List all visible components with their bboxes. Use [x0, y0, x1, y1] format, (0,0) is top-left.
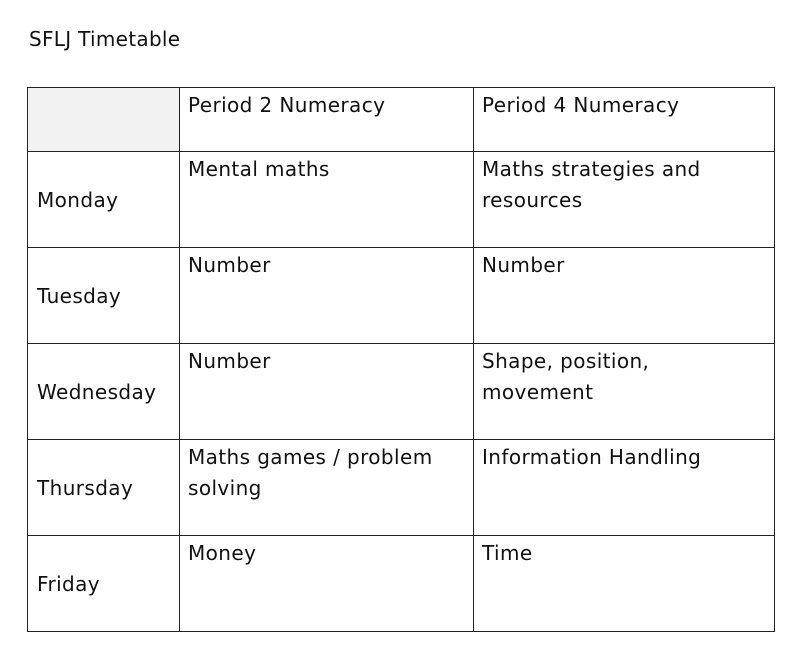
- day-label: Monday: [37, 188, 119, 212]
- day-cell: [28, 248, 180, 344]
- period-2-cell: [180, 152, 474, 248]
- period-2-activity: Number: [188, 253, 271, 277]
- period-4-cell: [474, 440, 775, 536]
- table-row: [28, 152, 775, 248]
- day-label: Wednesday: [37, 380, 157, 404]
- timetable: [27, 87, 775, 632]
- period-4-activity: Shape, position, movement: [482, 349, 650, 404]
- period-2-cell: [180, 440, 474, 536]
- header-period-4: [474, 88, 775, 152]
- header-period-2-label: Period 2 Numeracy: [188, 93, 386, 117]
- day-label: Thursday: [37, 476, 134, 500]
- header-period-2: [180, 88, 474, 152]
- period-4-cell: [474, 344, 775, 440]
- header-period-4-label: Period 4 Numeracy: [482, 93, 680, 117]
- period-2-cell: [180, 344, 474, 440]
- period-2-activity: Money: [188, 541, 257, 565]
- day-cell: [28, 152, 180, 248]
- period-2-cell: [180, 536, 474, 632]
- document-title: SFLJ Timetable: [29, 27, 181, 51]
- day-label: Tuesday: [37, 284, 122, 308]
- period-4-activity: Number: [482, 253, 565, 277]
- day-label: Friday: [37, 572, 101, 596]
- period-4-activity: Time: [482, 541, 533, 565]
- corner-cell: [28, 88, 180, 152]
- period-2-cell: [180, 248, 474, 344]
- period-4-cell: [474, 536, 775, 632]
- day-cell: [28, 536, 180, 632]
- day-cell: [28, 440, 180, 536]
- header-row: [28, 88, 775, 152]
- table-row: [28, 440, 775, 536]
- period-2-activity: Number: [188, 349, 271, 373]
- day-cell: [28, 344, 180, 440]
- period-2-activity: Maths games / problem solving: [188, 445, 433, 500]
- period-2-activity: Mental maths: [188, 157, 330, 181]
- period-4-activity: Maths strategies and resources: [482, 157, 701, 212]
- period-4-cell: [474, 248, 775, 344]
- table-row: [28, 536, 775, 632]
- period-4-cell: [474, 152, 775, 248]
- table-row: [28, 344, 775, 440]
- period-4-activity: Information Handling: [482, 445, 702, 469]
- table-row: [28, 248, 775, 344]
